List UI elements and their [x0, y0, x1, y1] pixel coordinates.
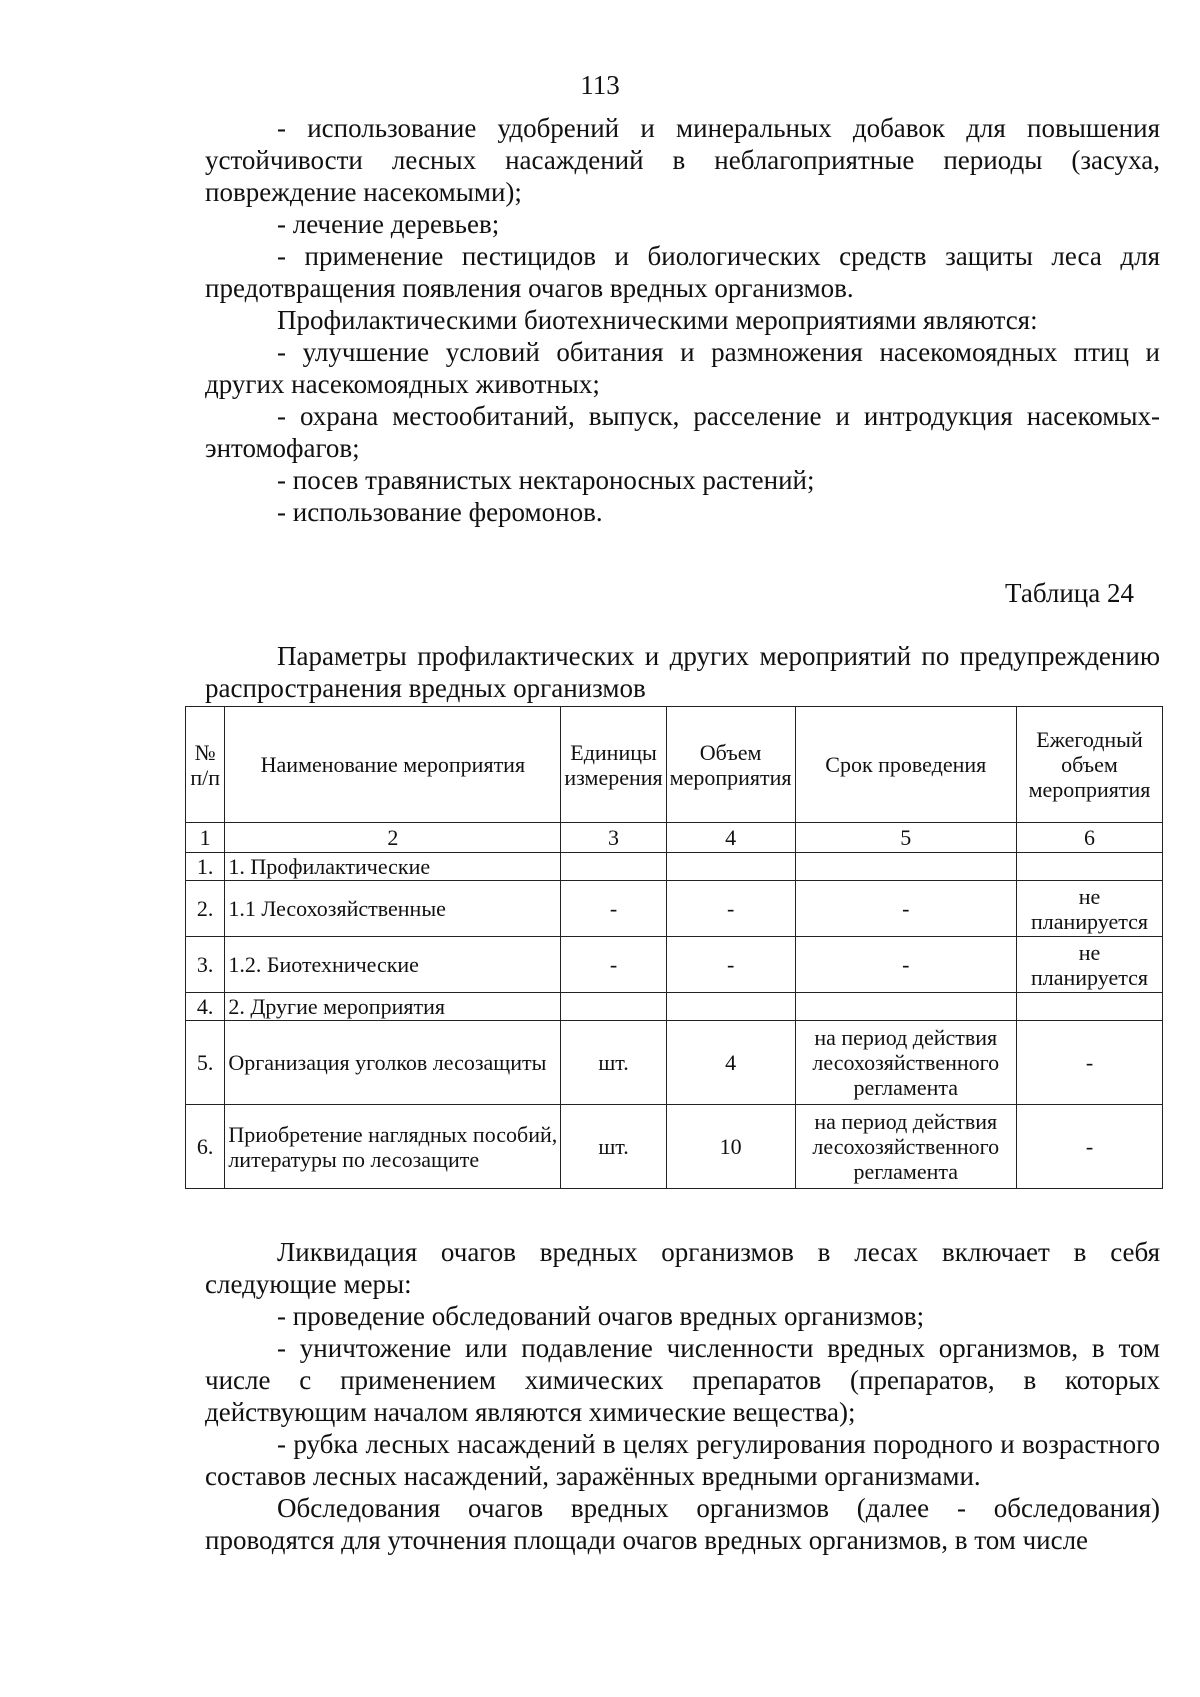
paragraph: Обследования очагов вредных организмов (далее - обследования) проводятся для уточнения площади очагов вредных организмов, в том числе	[205, 1493, 1160, 1555]
row-name: Организация уголков лесозащиты	[225, 1021, 561, 1105]
paragraph: - посев травянистых нектароносных растений;	[277, 465, 815, 495]
paragraph: Профилактическими биотехническими мероприятиями являются:	[277, 305, 1038, 335]
row-unit	[561, 993, 666, 1021]
header-term: Срок проведения	[795, 707, 1016, 823]
row-unit	[561, 853, 666, 881]
column-number: 4	[666, 823, 795, 853]
row-annual: не планируется	[1017, 937, 1163, 993]
measures-table	[185, 706, 1163, 1189]
paragraph: - использование феромонов.	[277, 497, 603, 527]
row-volume: 10	[666, 1105, 795, 1189]
row-name: 1.2. Биотехнические	[225, 937, 561, 993]
column-number: 5	[795, 823, 1016, 853]
paragraph: - охрана местообитаний, выпуск, расселение и интродукция насекомых-энтомофагов;	[205, 401, 1160, 463]
page-number: 113	[580, 70, 620, 100]
row-volume	[666, 853, 795, 881]
row-unit: шт.	[561, 1021, 666, 1105]
row-volume: 4	[666, 1021, 795, 1105]
row-unit: -	[561, 937, 666, 993]
row-term: на период действия лесохозяйственного регламента	[795, 1105, 1016, 1189]
table-row	[186, 1021, 1163, 1105]
row-unit: шт.	[561, 1105, 666, 1189]
header-num: № п/п	[186, 707, 225, 823]
table-label: Таблица 24	[1005, 578, 1134, 608]
paragraph: - применение пестицидов и биологических средств защиты леса для предотвращения появления очагов вредных организмов.	[205, 241, 1160, 303]
paragraph: - проведение обследований очагов вредных организмов;	[277, 1301, 925, 1331]
table-row	[186, 1105, 1163, 1189]
paragraph: - улучшение условий обитания и размножения насекомоядных птиц и других насекомоядных животных;	[205, 337, 1160, 399]
row-annual: -	[1017, 1021, 1163, 1105]
row-annual	[1017, 853, 1163, 881]
table-row	[186, 853, 1163, 881]
row-term	[795, 993, 1016, 1021]
column-number-row	[186, 823, 1163, 853]
table-row	[186, 993, 1163, 1021]
row-volume: -	[666, 881, 795, 937]
header-volume: Объем мероприятия	[666, 707, 795, 823]
row-unit: -	[561, 881, 666, 937]
row-num: 3.	[186, 937, 225, 993]
row-annual: -	[1017, 1105, 1163, 1189]
header-name: Наименование мероприятия	[225, 707, 561, 823]
row-num: 5.	[186, 1021, 225, 1105]
row-name: 1.1 Лесохозяйственные	[225, 881, 561, 937]
paragraph: - уничтожение или подавление численности вредных организмов, в том числе с применением химических препаратов (препаратов, в которых действующим началом являются химические вещества);	[205, 1333, 1160, 1427]
table-title	[205, 640, 1160, 704]
row-term: -	[795, 937, 1016, 993]
table-row	[186, 937, 1163, 993]
bottom-text-block	[205, 1236, 1160, 1556]
paragraph: Ликвидация очагов вредных организмов в лесах включает в себя следующие меры:	[205, 1237, 1160, 1299]
table-title-text: Параметры профилактических и других мероприятий по предупреждению распространения вредных организмов	[205, 641, 1160, 703]
row-term	[795, 853, 1016, 881]
header-annual: Ежегодный объем мероприятия	[1017, 707, 1163, 823]
row-num: 2.	[186, 881, 225, 937]
row-term: -	[795, 881, 1016, 937]
top-text-block	[205, 112, 1160, 528]
row-term: на период действия лесохозяйственного регламента	[795, 1021, 1016, 1105]
row-name: Приобретение наглядных пособий, литературы по лесозащите	[225, 1105, 561, 1189]
row-annual	[1017, 993, 1163, 1021]
paragraph: - использование удобрений и минеральных добавок для повышения устойчивости лесных насаждений в неблагоприятные периоды (засуха, повреждение насекомыми);	[205, 113, 1160, 207]
row-name: 1. Профилактические	[225, 853, 561, 881]
column-number: 2	[225, 823, 561, 853]
row-num: 4.	[186, 993, 225, 1021]
row-name: 2. Другие мероприятия	[225, 993, 561, 1021]
row-volume: -	[666, 937, 795, 993]
column-number: 3	[561, 823, 666, 853]
table-row	[186, 881, 1163, 937]
column-number: 1	[186, 823, 225, 853]
row-num: 6.	[186, 1105, 225, 1189]
row-num: 1.	[186, 853, 225, 881]
row-volume	[666, 993, 795, 1021]
column-number: 6	[1017, 823, 1163, 853]
table-header-row	[186, 707, 1163, 823]
paragraph: - лечение деревьев;	[277, 209, 500, 239]
header-unit: Единицы измерения	[561, 707, 666, 823]
paragraph: - рубка лесных насаждений в целях регулирования породного и возрастного составов лесных насаждений, заражённых вредными организмами.	[205, 1429, 1160, 1491]
row-annual: не планируется	[1017, 881, 1163, 937]
